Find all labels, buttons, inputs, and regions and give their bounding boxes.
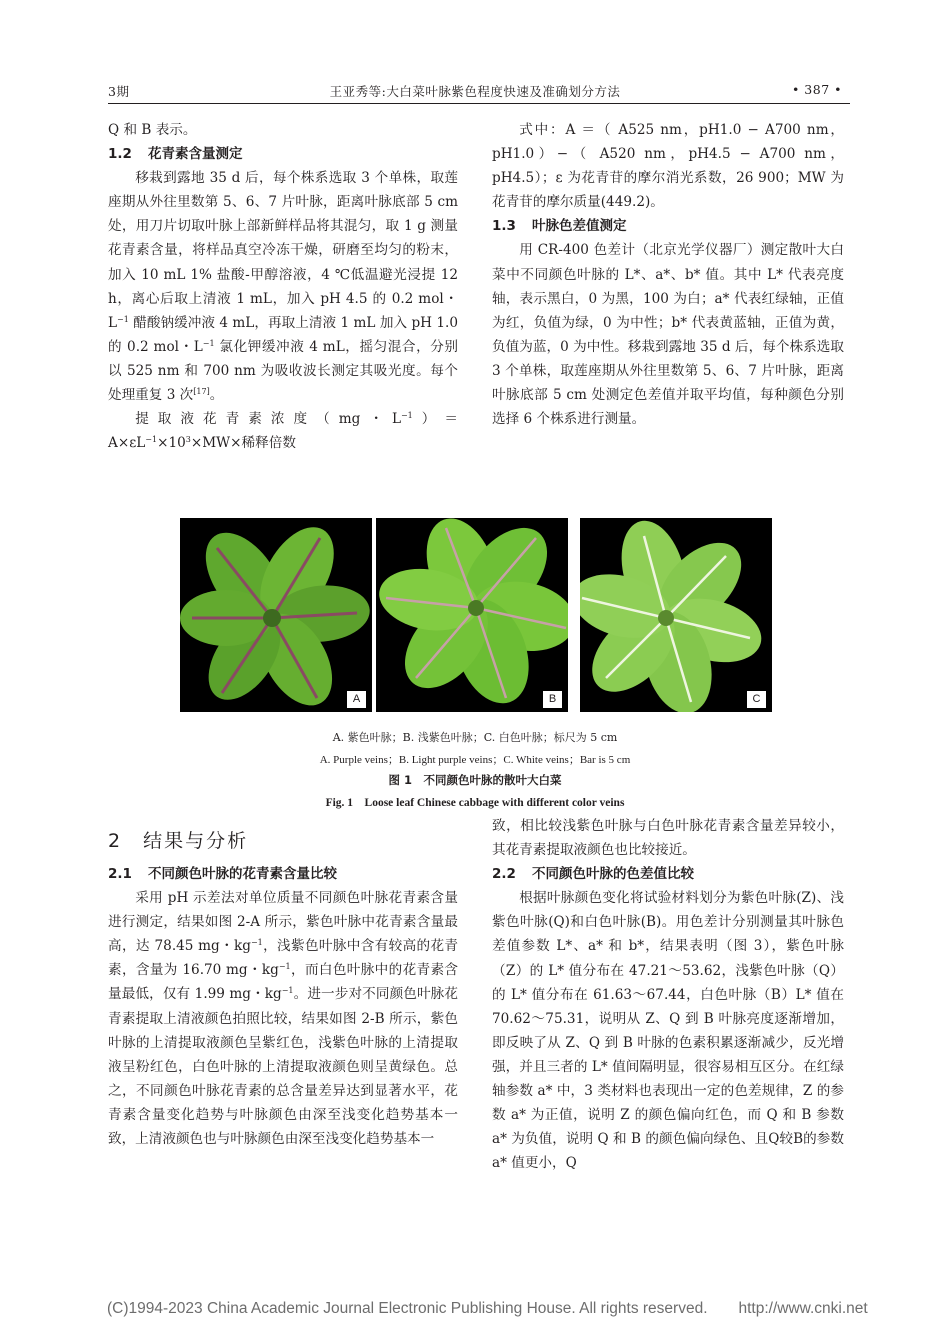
cabbage-photo-c <box>580 518 772 712</box>
left-column-top <box>108 118 458 455</box>
figure-title-cn: 图 1 不同颜色叶脉的散叶大白菜 <box>388 773 562 787</box>
right-column-bottom <box>492 814 844 1175</box>
paragraph-color-results: 根据叶脉颜色变化将试验材料划分为紫色叶脉(Z)、浅紫色叶脉(Q)和白色叶脉(B)。用色差计分别测量其叶脉色差值参数 L*、a* 和 b*，结果表明（图 3），紫色叶脉（Z）的 L* 值分布在 47.21～53.62，浅紫色叶脉（Q）的 L* 值分布在 61.63～67.44，白色叶脉（B）L* 值在 70.62～75.31，说明从 Z、Q 到 B 叶脉亮度逐渐增加，即反映了从 Z、Q 到 B 叶脉的色素积累逐渐减少，反光增强，并且三者的 L* 值间隔明显，很容易相互区分。在红绿轴参数 a* 中，3 类材料也表现出一定的色差规律，Z 的参数 a* 为正值，说明 Z 的颜色偏向红色，而 Q 和 B 参数 a* 为负值，说明 Q 和 B 的颜色偏向绿色、且Q较B的参数a* 值更小，Q <box>492 890 844 1172</box>
formula-definition: 式中：A ＝（ A525 nm，pH1.0 − A700 nm，pH1.0）−（ A520 nm，pH4.5 − A700 nm，pH4.5）；ε 为花青苷的摩尔消光系数，26 900；MW 为花青苷的摩尔质量(449.2)。 <box>492 122 844 211</box>
heading-text: 不同颜色叶脉的花青素含量比较 <box>148 866 337 882</box>
superscript: −1 <box>278 962 291 972</box>
superscript: −1 <box>281 986 294 996</box>
header-page-number: • 387 • <box>791 82 842 97</box>
text-run: 移栽到露地 35 d 后，每个株系选取 3 个单株，取莲座期从外往里数第 5、6、7 片叶脉，距离叶脉底部 5 cm 处，用刀片切取叶脉上部新鲜样品将其混匀，取 1 g 测量花青素含量，将样品真空冷冻干燥，研磨至均匀的粉末，加入 10 mL 1% 盐酸-甲醇溶液，4 ℃低温避光浸提 12 h，离心后取上清液 1 mL，加入 pH 4.5 的 0.2 mol・L <box>108 170 458 331</box>
heading-text: 花青素含量测定 <box>148 146 243 163</box>
header-rule <box>108 103 850 104</box>
heading-number: 1.2 <box>108 146 132 163</box>
text-run: ×MW×稀释倍数 <box>190 435 296 452</box>
text-run: 。 <box>209 387 224 404</box>
photo-light-purple-veins <box>376 518 568 712</box>
superscript: 3 <box>185 435 191 445</box>
citation-ref: [17] <box>193 387 210 397</box>
right-column-top <box>492 118 844 431</box>
heading-text: 叶脉色差值测定 <box>532 218 627 235</box>
text-run: 提取液花青素浓度（mg・L <box>135 411 401 428</box>
photo-purple-veins <box>180 518 372 712</box>
superscript: −1 <box>400 411 413 421</box>
text-run: ，而白色叶脉中的花青素含量最低，仅有 1.99 mg・kg <box>108 962 459 1003</box>
paragraph-anthocyanin-method <box>108 166 458 407</box>
cabbage-photo-a <box>180 518 372 712</box>
section-heading-1-3 <box>492 214 844 238</box>
panel-label-a: A <box>347 691 366 708</box>
text-run: 采用 pH 示差法对单位质量不同颜色叶脉花青素含量进行测定，结果如图 2-A 所示，紫色叶脉中花青素含量最高，达 78.45 mg・kg <box>108 890 458 955</box>
heading-text: 不同颜色叶脉的色差值比较 <box>532 866 694 883</box>
superscript: −1 <box>145 435 158 445</box>
text-run: 氯化钾缓冲液 4 mL，摇匀混合，分别以 525 nm 和 700 nm 为吸收波长测定其吸光度。每个处理重复 3 次 <box>108 338 458 404</box>
heading-number: 1.3 <box>492 218 516 235</box>
text-run: ×10 <box>157 435 186 452</box>
paragraph-continuation: 致，相比较浅紫色叶脉与白色叶脉花青素含量差异较小，其花青素提取液颜色也比较接近。 <box>492 818 844 859</box>
section-heading-2-1 <box>108 862 458 886</box>
text-line: Q 和 B 表示。 <box>108 122 197 138</box>
text-run: ，浅紫色叶脉中含有较高的花青素，含量为 16.70 mg・kg <box>108 938 459 979</box>
left-column-bottom <box>108 862 458 1151</box>
section-heading-1-2 <box>108 142 458 166</box>
section-title-2: 2 结果与分析 <box>108 830 249 852</box>
header-title: 王亚秀等:大白菜叶脉紫色程度快速及准确划分方法 <box>329 84 621 99</box>
text-run: 醋酸钠缓冲液 4 mL，再取上清液 1 mL 加入 pH 1.0 的 0.2 mol・L <box>108 314 458 355</box>
paragraph-color-measurement: 用 CR-400 色差计（北京光学仪器厂）测定散叶大白菜中不同颜色叶脉的 L*、a*、b* 值。其中 L* 代表亮度轴，表示黑白，0 为黑，100 为白；a* 代表红绿轴，正值为红，负值为绿，0 为中性；b* 代表黄蓝轴，正值为黄，负值为蓝，0 为中性。移栽到露地 35 d 后，每个株系选取 3 个单株，取莲座期从外往里数第 5、6、7 片叶脉，距离叶脉底部 5 cm 处测定色差值并取平均值，每种颜色分别选择 6 个株系进行测量。 <box>492 242 844 428</box>
panel-label-c: C <box>747 691 766 708</box>
heading-number: 2.1 <box>108 866 132 882</box>
superscript: −1 <box>117 314 129 324</box>
panel-label-b: B <box>543 691 562 708</box>
photo-white-veins <box>580 518 772 712</box>
section-heading-2-2 <box>492 862 844 886</box>
superscript: −1 <box>202 338 215 348</box>
header-issue: 3期 <box>108 84 130 99</box>
copyright-footer: (C)1994-2023 China Academic Journal Electronic Publishing House. All rights reserved. http://www.cnki.net <box>107 1300 868 1317</box>
text-run: 。进一步对不同颜色叶脉花青素提取上清液颜色拍照比较，结果如图 2-B 所示，紫色叶脉的上清提取液颜色呈紫红色，浅紫色叶脉的上清提取液呈粉红色，白色叶脉的上清提取液颜色则呈黄绿色。总之，不同颜色叶脉花青素的总含量差异达到显著水平，花青素含量变化趋势与叶脉颜色由深至浅变化趋势基本一致，上清液颜色也与叶脉颜色由深至浅变化趋势基本一 <box>108 986 458 1148</box>
figure-caption-cn: A. 紫色叶脉；B. 浅紫色叶脉；C. 白色叶脉；标尺为 5 cm <box>332 731 618 744</box>
paragraph-anthocyanin-results <box>108 886 458 1151</box>
figure-1 <box>180 518 773 712</box>
cabbage-photo-b <box>376 518 568 712</box>
figure-caption-en: A. Purple veins；B. Light purple veins；C. White veins；Bar is 5 cm <box>319 754 631 766</box>
text-run: ）＝ A×εL <box>108 411 458 452</box>
superscript: −1 <box>250 938 263 948</box>
figure-title-en: Fig. 1 Loose leaf Chinese cabbage with different color veins <box>325 797 625 809</box>
formula-concentration <box>108 407 458 455</box>
heading-number: 2.2 <box>492 866 516 883</box>
